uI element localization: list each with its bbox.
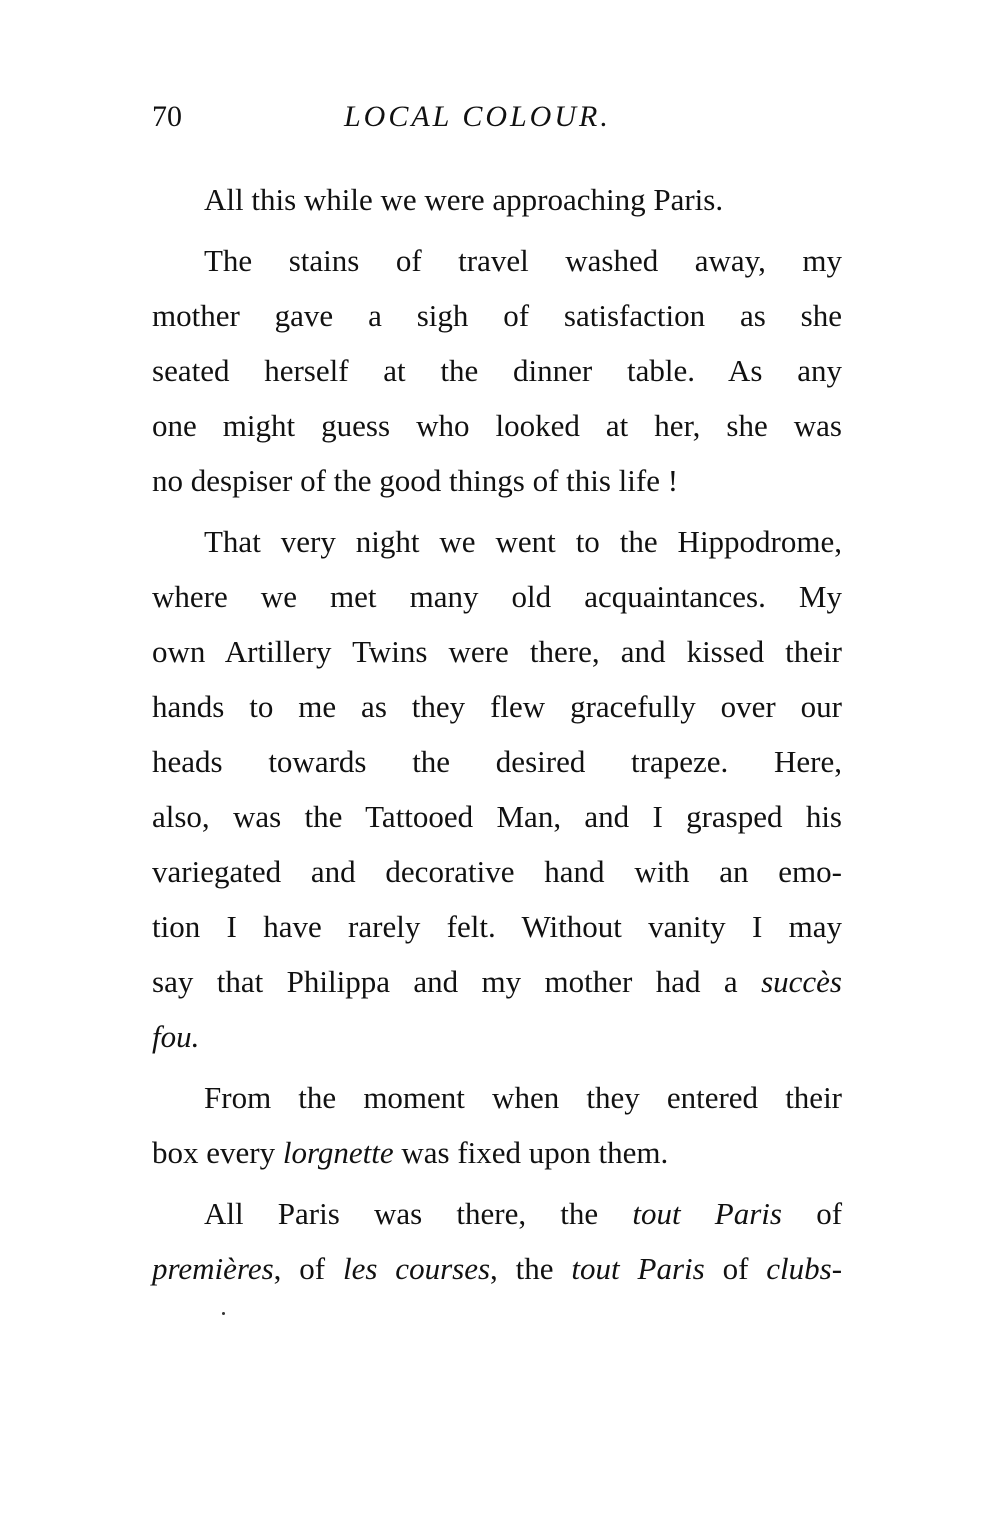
text-line: The stains of travel washed away, my <box>204 243 842 278</box>
italic-phrase: fou. <box>152 1019 200 1054</box>
text-line: one might guess who looked at her, she was <box>152 408 842 443</box>
text-line: hands to me as they flew gracefully over our <box>152 689 842 724</box>
text-segment: of <box>722 1251 749 1286</box>
paragraph-1 <box>152 172 842 227</box>
paragraph-3 <box>152 514 842 1064</box>
text-line: From the moment when they entered their <box>204 1080 842 1115</box>
page-number: 70 <box>152 100 182 133</box>
paragraph-2 <box>152 233 842 508</box>
text-segment: , the <box>490 1251 554 1286</box>
text-line: mother gave a sigh of satisfaction as she <box>152 298 842 333</box>
text-line: variegated and decorative hand with an emo- <box>152 854 842 889</box>
text-segment: , of <box>273 1251 326 1286</box>
text-line-with-italic <box>152 1186 842 1241</box>
text-line: All this while we were approaching Paris. <box>204 182 724 217</box>
text-segment: was fixed upon them. <box>401 1135 669 1170</box>
text-line <box>152 1009 842 1064</box>
text-segment: of <box>816 1196 843 1231</box>
text-segment: box every <box>152 1135 276 1170</box>
italic-phrase: succès <box>761 964 842 999</box>
paragraph-5 <box>152 1186 842 1296</box>
text-segment: say that Philippa and my mother had a <box>152 964 738 999</box>
italic-phrase: tout Paris <box>632 1196 782 1231</box>
italic-phrase: premières <box>152 1251 274 1286</box>
text-line-with-italic <box>152 954 842 1009</box>
italic-phrase: tout Paris <box>571 1251 705 1286</box>
text-line: heads towards the desired trapeze. Here, <box>152 744 842 779</box>
text-line: own Artillery Twins were there, and kissed their <box>152 634 842 669</box>
italic-phrase: lorgnette <box>282 1135 394 1170</box>
text-line: tion I have rarely felt. Without vanity I may <box>152 909 842 944</box>
text-segment: All Paris was there, the <box>204 1196 599 1231</box>
body-text <box>152 172 842 1296</box>
text-line-with-italic <box>152 1241 842 1296</box>
text-line: That very night we went to the Hippodrome, <box>204 524 842 559</box>
text-line: seated herself at the dinner table. As any <box>152 353 842 388</box>
paragraph-4 <box>152 1070 842 1180</box>
running-head <box>152 100 842 140</box>
stray-ink-mark <box>222 1312 225 1315</box>
text-line-with-italic <box>152 1125 842 1180</box>
text-line: also, was the Tattooed Man, and I grasped his <box>152 799 842 834</box>
italic-phrase: les courses <box>343 1251 491 1286</box>
italic-phrase: clubs- <box>766 1251 843 1286</box>
text-line: no despiser of the good things of this life ! <box>152 463 679 498</box>
running-title: LOCAL COLOUR. <box>344 100 611 133</box>
text-line: where we met many old acquaintances. My <box>152 579 842 614</box>
